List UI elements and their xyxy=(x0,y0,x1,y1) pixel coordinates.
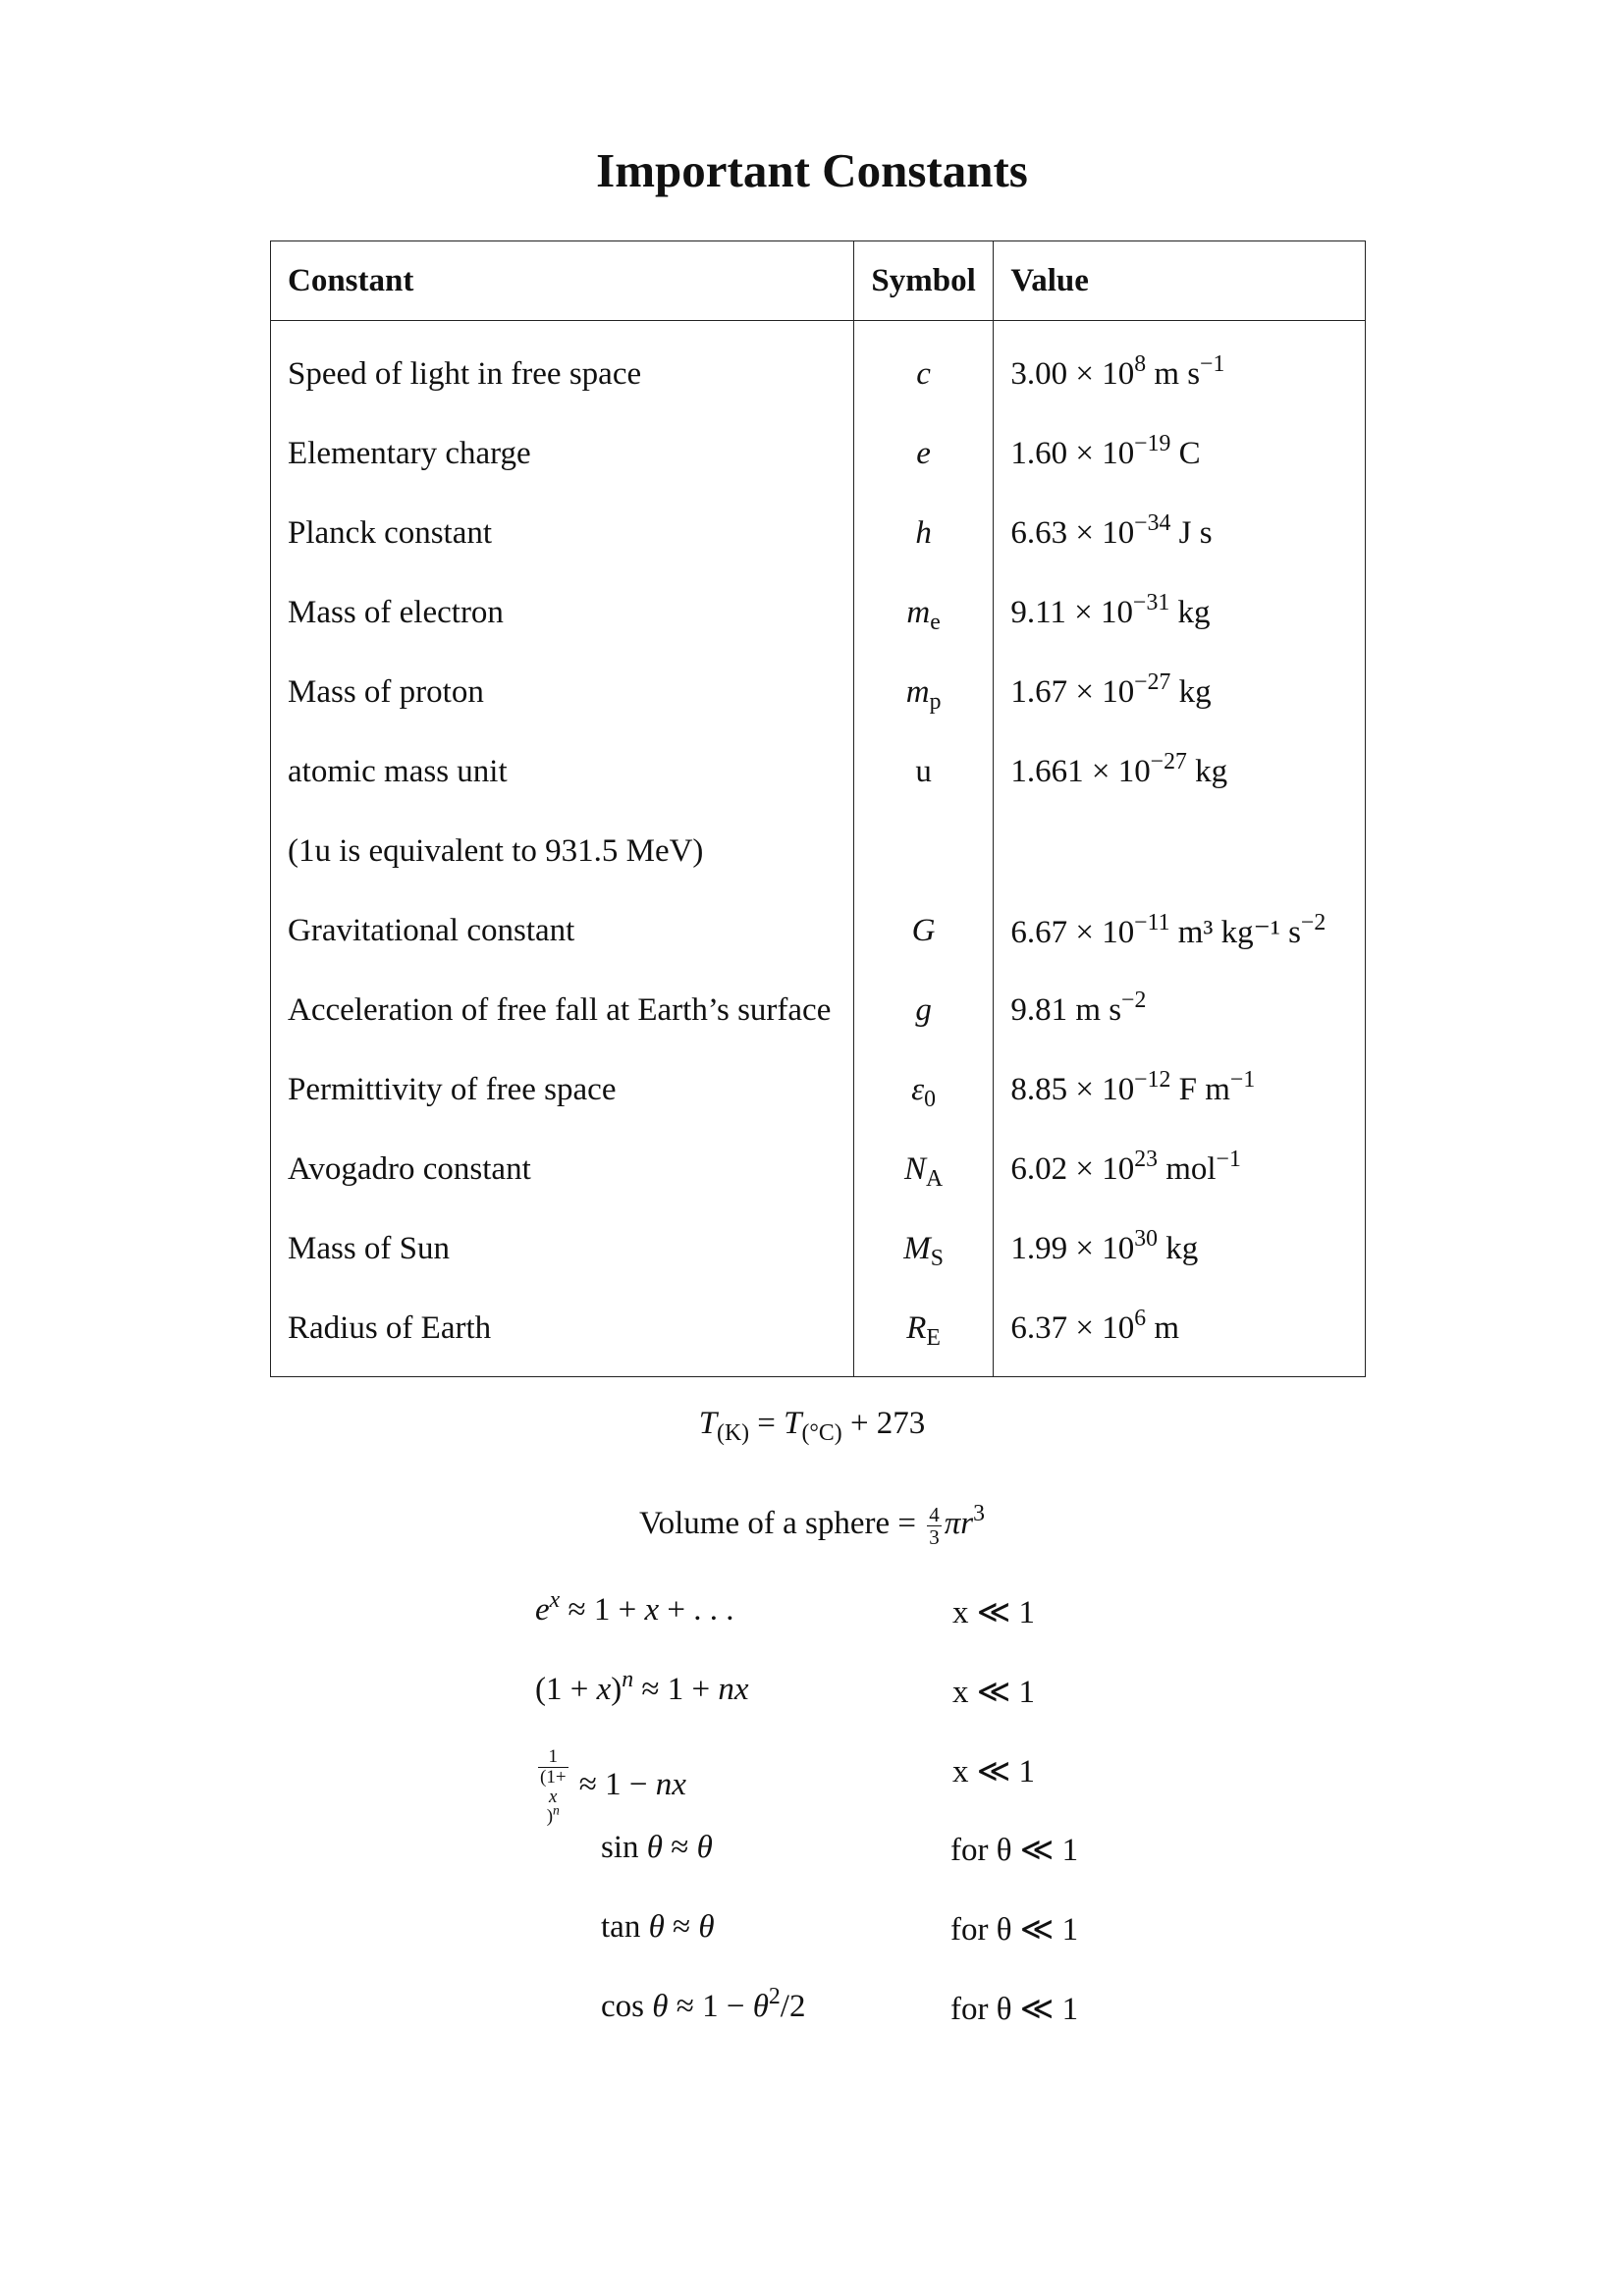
sphere-fraction: $\frac{4}{3}$ xyxy=(929,1503,940,1550)
constant-name: Radius of Earth xyxy=(288,1310,492,1346)
constant-symbol: g xyxy=(853,971,994,1050)
constant-name: Gravitational constant xyxy=(288,913,575,948)
constant-value: $8.85 \times 10^{-12}$ F $m^{-1}$ xyxy=(994,1050,1366,1130)
constant-value: $1.67 \times 10^{-27}$ kg xyxy=(994,653,1366,732)
constant-symbol: e xyxy=(853,414,994,494)
page-title: Important Constants xyxy=(596,143,1028,197)
approx-tan-cond: for θ ≪ 1 xyxy=(950,1912,1079,1948)
table-row xyxy=(271,414,1366,494)
constant-symbol: $N_A$ xyxy=(853,1130,994,1209)
table-row xyxy=(271,1050,1366,1130)
approx-exp: $e^x \approx 1 + x$ + . . . xyxy=(535,1586,734,1628)
constant-symbol: $R_E$ xyxy=(853,1289,994,1377)
approx-sin: sin θ ≈ θ xyxy=(601,1830,713,1865)
approx-binomial: $(1 + x)^n \approx 1$ + nx xyxy=(535,1666,749,1707)
constant-value: $6.67 \times 10^{-11}$ m³ kg⁻¹ $s^{-2}$ xyxy=(994,891,1366,971)
approx-inverse-binomial-cond: x ≪ 1 xyxy=(952,1754,1036,1789)
header-symbol: Symbol xyxy=(853,241,994,321)
constant-symbol: $m_e$ xyxy=(853,573,994,653)
temp-lhs-sub: (K) xyxy=(717,1420,750,1447)
constant-value: $6.02 \times 10^{23}$ mol$^{-1}$ xyxy=(994,1130,1366,1209)
table-row xyxy=(271,1130,1366,1209)
temp-rhs-sub: (°C) xyxy=(801,1420,842,1447)
constant-value: $1.661 \times 10^{-27}$ kg xyxy=(994,732,1366,812)
sphere-tail: πr xyxy=(944,1506,974,1542)
constant-name: (1u is equivalent to 931.5 MeV) xyxy=(288,833,704,869)
temp-rhs: T xyxy=(784,1406,802,1441)
approx-sin-cond: for θ ≪ 1 xyxy=(950,1833,1079,1868)
sphere-volume-formula xyxy=(0,1501,1624,1550)
constant-name: Planck constant xyxy=(288,515,493,551)
constant-value: $6.37 \times 10^6$ m xyxy=(994,1289,1366,1377)
table-row xyxy=(271,1289,1366,1377)
constant-symbol: G xyxy=(853,891,994,971)
table-row xyxy=(271,732,1366,812)
constant-symbol: c xyxy=(853,321,994,415)
constant-name: Permittivity of free space xyxy=(288,1072,617,1107)
constant-value xyxy=(994,812,1366,891)
constant-symbol: $\varepsilon_0$ xyxy=(853,1050,994,1130)
constant-value: $9.11 \times 10^{-31}$ kg xyxy=(994,573,1366,653)
constant-value: $1.60 \times 10^{-19}$ C xyxy=(994,414,1366,494)
header-constant: Constant xyxy=(271,241,854,321)
table-row xyxy=(271,1209,1366,1289)
table-row xyxy=(271,321,1366,415)
approx-tan: tan θ ≈ θ xyxy=(601,1909,715,1945)
constant-symbol: h xyxy=(853,494,994,573)
constant-name: Mass of electron xyxy=(288,595,504,630)
constant-symbol: $m_p$ xyxy=(853,653,994,732)
table-row xyxy=(271,573,1366,653)
temperature-formula: $T_{(K)} = T_{(^\circ C)} + 273$ xyxy=(698,1406,926,1447)
constant-value: $6.63 \times 10^{-34}$ J s xyxy=(994,494,1366,573)
table-header-row xyxy=(271,241,1366,321)
constant-name: Acceleration of free fall at Earth’s surface xyxy=(288,992,832,1028)
sphere-label: Volume of a sphere = xyxy=(639,1506,925,1542)
constant-symbol: u xyxy=(853,732,994,812)
temp-tail: + 273 xyxy=(841,1406,926,1441)
temp-lhs: T xyxy=(698,1406,718,1441)
constant-name: atomic mass unit xyxy=(288,754,508,789)
table-row xyxy=(271,812,1366,891)
constants-table xyxy=(270,240,1366,1377)
constant-value: $3.00 \times 10^8$ m $s^{-1}$ xyxy=(994,321,1366,415)
constant-name: Speed of light in free space xyxy=(288,356,642,392)
constant-name: Mass of proton xyxy=(288,674,484,710)
table-row xyxy=(271,971,1366,1050)
approx-cos: $\cos \theta \approx 1 - \theta^2/2$ xyxy=(601,1983,806,2024)
approx-exp-cond: x ≪ 1 xyxy=(952,1595,1036,1630)
table-row xyxy=(271,891,1366,971)
constant-value: 9.81 m $s^{-2}$ xyxy=(994,971,1366,1050)
sphere-tail-exp: 3 xyxy=(973,1501,985,1527)
constant-value: $1.99 \times 10^{30}$ kg xyxy=(994,1209,1366,1289)
header-value: Value xyxy=(994,241,1366,321)
constant-symbol xyxy=(853,812,994,891)
constant-name: Elementary charge xyxy=(288,436,531,471)
constant-symbol: $M_S$ xyxy=(853,1209,994,1289)
constant-name: Avogadro constant xyxy=(288,1151,531,1187)
table-row xyxy=(271,494,1366,573)
approx-cos-cond: for θ ≪ 1 xyxy=(950,1992,1079,2027)
table-row xyxy=(271,653,1366,732)
approx-inverse-binomial: 1 (1+ x )$^n$ ≈ 1 − nx xyxy=(540,1746,686,1827)
constant-name: Mass of Sun xyxy=(288,1231,451,1266)
approx-binomial-cond: x ≪ 1 xyxy=(952,1675,1036,1710)
